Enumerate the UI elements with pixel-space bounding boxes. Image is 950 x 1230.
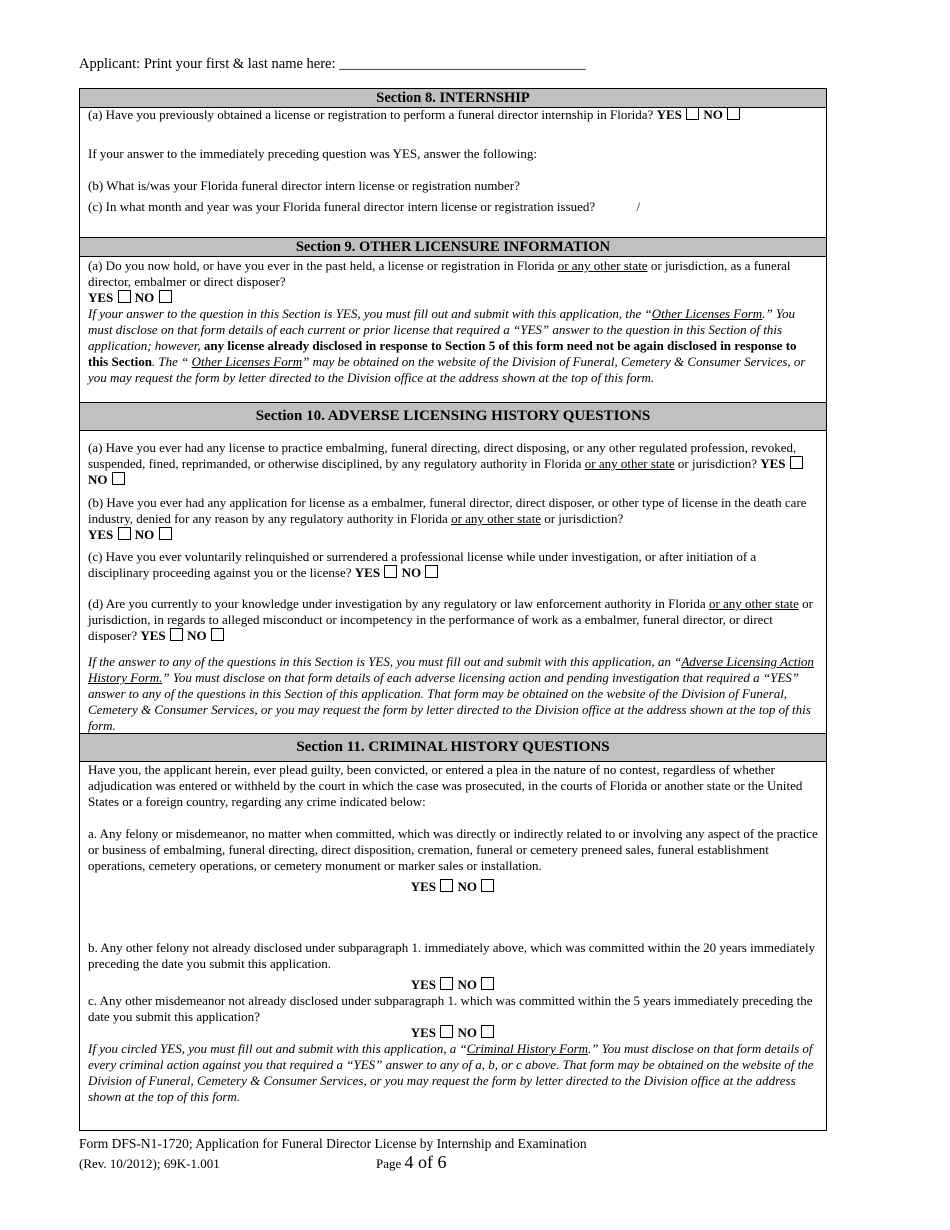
month-year-slash[interactable]: /: [636, 199, 641, 214]
s11b-yes-checkbox[interactable]: [440, 977, 453, 990]
section-11-instructions: If you circled YES, you must fill out and submit with this application, a “Criminal History Form.” You must disclose on that form details of every criminal action against you that required a “YES” answer to any of a, b, or c above. That form may be obtained on the website of the Division of Funeral, Cemetery & Consumer Services, or you may request the form by letter directed to the Division office at the address shown at the top of this form.: [88, 1041, 814, 1104]
s11b-no-checkbox[interactable]: [481, 977, 494, 990]
s11b-yes-no: YES NO: [88, 977, 818, 993]
applicant-name-line: [79, 56, 586, 73]
section-10-question-c: (c) Have you ever voluntarily relinquished or surrendered a professional license while under investigation, or after initiation of a disciplinary proceeding against you or the license? YES NO: [88, 549, 757, 580]
section-10-header: Section 10. ADVERSE LICENSING HISTORY QUESTIONS: [80, 402, 826, 431]
section-8-header: Section 8. INTERNSHIP: [80, 89, 826, 108]
section-11-header: Section 11. CRIMINAL HISTORY QUESTIONS: [80, 733, 826, 762]
section-11-question-c: c. Any other misdemeanor not already disclosed under subparagraph 1. which was committed within the 5 years immediately preceding the date you submit this application?: [88, 993, 813, 1024]
s11a-yes-checkbox[interactable]: [440, 879, 453, 892]
s8a-no-checkbox[interactable]: [727, 107, 740, 120]
section-9-instructions: If your answer to the question in this Section is YES, you must fill out and submit with this application, the “Other Licenses Form.” You must disclose on that form details of each current or prior license that required a “YES” answer to the question in this Section of this application; however, any license already disclosed in response to Section 5 of this form need not be again disclosed in response to this Section. The “ Other Licenses Form” may be obtained on the website of the Division of Funeral, Cemetery & Consumer Services, or you may request the form by letter directed to the Division office at the address shown at the top of this form.: [88, 306, 806, 385]
s10c-yes-checkbox[interactable]: [384, 565, 397, 578]
s10d-no-checkbox[interactable]: [211, 628, 224, 641]
form-footer-revision: (Rev. 10/2012); 69K-1.001: [79, 1156, 220, 1171]
s11c-no-checkbox[interactable]: [481, 1025, 494, 1038]
section-10-instructions: If the answer to any of the questions in this Section is YES, you must fill out and submit with this application, an “Adverse Licensing Action History Form.” You must disclose on that form details of each adverse licensing action and pending investigation that required a “YES” answer to any of the questions in this Section of this application. That form may be obtained on the website of the Division of Funeral, Cemetery & Consumer Services, or you may request the form by letter directed to the Division office at the address shown at the top of this form.: [88, 654, 814, 733]
section-10-question-a: (a) Have you ever had any license to practice embalming, funeral directing, direct disposing, or any other regulated profession, revoked, suspended, fined, reprimanded, or otherwise disciplined, by any regulatory authority in Florida or any other state or jurisdiction? YES NO: [88, 440, 818, 488]
section-10-question-b: (b) Have you ever had any application for license as a embalmer, funeral director, direct disposer, or other type of license in the death care industry, denied for any reason by any regulatory authority in Florida or any other state or jurisdiction? YES NO: [88, 495, 807, 542]
s10b-yes-checkbox[interactable]: [118, 527, 131, 540]
applicant-label: Applicant: Print your first & last name here:: [79, 56, 336, 72]
s10a-yes-checkbox[interactable]: [790, 456, 803, 469]
s9a-no-checkbox[interactable]: [159, 290, 172, 303]
s11c-yes-no: YES NO: [88, 1025, 818, 1041]
form-footer-title: Form DFS-N1-1720; Application for Funeral Director License by Internship and Examination: [79, 1136, 587, 1151]
section-8-question-c: (c) In what month and year was your Florida funeral director intern license or registration issued? /: [88, 199, 641, 214]
section-11-question-b: b. Any other felony not already disclosed under subparagraph 1. immediately above, which was committed within the 20 years immediately preceding the date you submit this application.: [88, 940, 816, 971]
section-9-question-a: (a) Do you now hold, or have you ever in the past held, a license or registration in Florida or any other state or jurisdiction, as a funeral director, embalmer or direct disposer? YES NO: [88, 258, 791, 305]
section-8-question-b: (b) What is/was your Florida funeral director intern license or registration number?: [88, 178, 520, 193]
section-8-question-a: (a) Have you previously obtained a license or registration to perform a funeral director internship in Florida? YES NO: [88, 107, 818, 123]
section-8-intro: If your answer to the immediately preceding question was YES, answer the following:: [88, 146, 537, 161]
s9a-yes-checkbox[interactable]: [118, 290, 131, 303]
form-sheet: [79, 88, 827, 1131]
s10a-no-checkbox[interactable]: [112, 472, 125, 485]
applicant-name-blank[interactable]: __________________________________: [339, 56, 586, 72]
s10b-no-checkbox[interactable]: [159, 527, 172, 540]
s10c-no-checkbox[interactable]: [425, 565, 438, 578]
s10d-yes-checkbox[interactable]: [170, 628, 183, 641]
section-11-question-a: a. Any felony or misdemeanor, no matter when committed, which was directly or indirectly related to or involving any aspect of the practice or business of embalming, funeral directing, direct disposition, cremation, funeral or cemetery preneed sales, funeral establishment operations, cemetery operations, or cemetery monument or marker sales or installation.: [88, 826, 818, 873]
s11a-no-checkbox[interactable]: [481, 879, 494, 892]
section-11-intro: Have you, the applicant herein, ever plead guilty, been convicted, or entered a plea in the nature of no contest, regardless of whether adjudication was entered or withheld by the court in which the case was prosecuted, in the courts of Florida or another state or the United States or a foreign country, regarding any crime indicated below:: [88, 762, 803, 809]
s11a-yes-no: YES NO: [88, 879, 818, 895]
section-10-question-d: (d) Are you currently to your knowledge under investigation by any regulatory or law enforcement authority in Florida or any other state or jurisdiction, in regards to alleged misconduct or incompetency in the performance of work as a embalmer, funeral director, or direct disposer? YES NO: [88, 596, 813, 643]
s11c-yes-checkbox[interactable]: [440, 1025, 453, 1038]
other-licenses-form-link: Other Licenses Form: [651, 306, 763, 321]
s8a-yes-checkbox[interactable]: [686, 107, 699, 120]
section-9-header: Section 9. OTHER LICENSURE INFORMATION: [80, 237, 826, 257]
page-number: Page 4 of 6: [376, 1152, 447, 1172]
